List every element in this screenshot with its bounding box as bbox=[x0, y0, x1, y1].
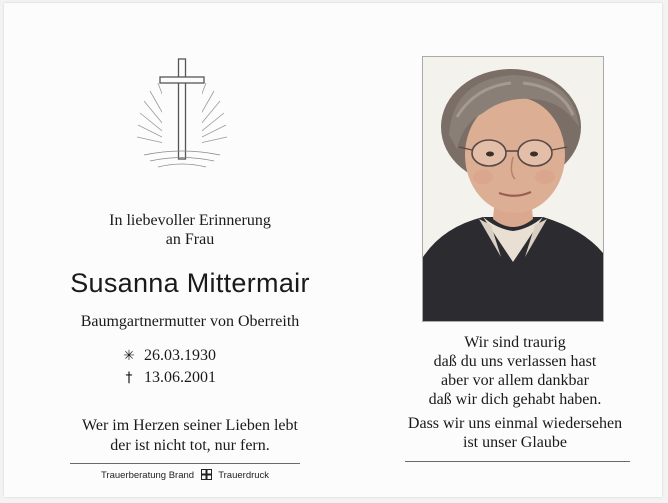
subtitle: Baumgartnermutter von Oberreith bbox=[80, 313, 300, 330]
verse-line: Dass wir uns einmal wiedersehen bbox=[407, 415, 623, 432]
cross-square-logo-icon bbox=[201, 469, 212, 480]
footer-right-text: Trauerdruck bbox=[218, 470, 270, 481]
verse bbox=[385, 333, 645, 409]
death-date-row bbox=[118, 367, 216, 389]
quote-line: der ist nicht tot, nur fern. bbox=[110, 437, 270, 454]
intro-line: In liebevoller Erinnerung bbox=[109, 212, 271, 229]
intro-line: an Frau bbox=[165, 231, 215, 248]
birth-date-row bbox=[118, 345, 216, 367]
deceased-name: Susanna Mittermair bbox=[70, 268, 310, 298]
cross-icon: † bbox=[125, 370, 133, 386]
footer-left-text: Trauerberatung Brand bbox=[100, 470, 195, 481]
verse-line: daß du uns verlassen hast bbox=[433, 353, 597, 370]
footer-divider bbox=[70, 463, 300, 464]
dates bbox=[118, 345, 216, 389]
verse-line: daß wir dich gehabt haben. bbox=[428, 391, 602, 408]
verse-line: ist unser Glaube bbox=[463, 434, 567, 451]
cross-with-rays-icon bbox=[130, 55, 234, 175]
quote-line: Wer im Herzen seiner Lieben lebt bbox=[82, 417, 298, 434]
verse-line: aber vor allem dankbar bbox=[441, 372, 589, 389]
right-divider bbox=[405, 461, 630, 462]
birth-date: 26.03.1930 bbox=[144, 347, 216, 364]
verse-line: Wir sind traurig bbox=[464, 334, 566, 351]
star-icon: ✳ bbox=[123, 348, 135, 364]
intro-text bbox=[40, 211, 340, 249]
portrait-photo bbox=[422, 56, 604, 322]
left-quote bbox=[30, 416, 350, 456]
footer bbox=[70, 469, 300, 481]
faith-verse bbox=[385, 414, 645, 452]
death-date: 13.06.2001 bbox=[144, 369, 216, 386]
